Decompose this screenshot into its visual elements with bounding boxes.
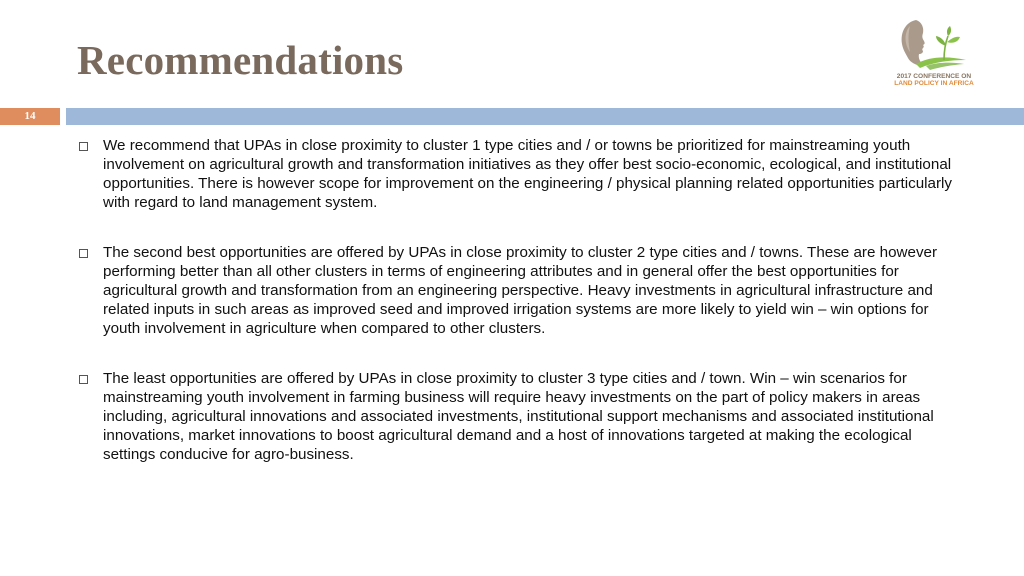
bullet-item <box>76 369 966 464</box>
header-bar <box>66 108 1024 125</box>
square-bullet-icon <box>79 249 88 258</box>
logo-text-conference: 2017 CONFERENCE ON <box>896 73 972 80</box>
woman-profile-with-seedling-icon <box>886 16 982 72</box>
bullet-text: The least opportunities are offered by UPAs in close proximity to cluster 3 type cities and / town. Win – win scenarios for mainstreaming youth involvement in farming business will require heavy investments on the part of policy makers in areas including, agricultural innovations and associated investments, institutional support mechanisms and associated institutional innovations, market innovations to boost agricultural demand and a host of innovations targeted at making the ecological settings conducive for agro-business. <box>103 370 934 463</box>
square-bullet-icon <box>79 142 88 151</box>
slide-title: Recommendations <box>77 37 404 83</box>
bullet-item <box>76 136 966 212</box>
bullet-text: The second best opportunities are offered by UPAs in close proximity to cluster 2 type cities and / towns. These are however performing better than all other clusters in terms of engineering attributes and in general offer the best opportunities for agricultural growth and transformation from an engineering perspective. Heavy investments in agricultural infrastructure and related inputs in such areas as improved seed and improved irrigation systems are more likely to yield win – win options for youth involvement in agriculture when compared to other clusters. <box>103 244 938 337</box>
logo-text-subtitle: LAND POLICY IN AFRICA <box>894 80 974 87</box>
bullet-list <box>76 136 966 495</box>
bullet-item <box>76 243 966 338</box>
conference-logo <box>886 16 982 90</box>
square-bullet-icon <box>79 375 88 384</box>
bullet-text: We recommend that UPAs in close proximity to cluster 1 type cities and / or towns be prioritized for mainstreaming youth involvement on agricultural growth and transformation initiatives as they offer best socio-economic, ecological, and institutional opportunities. There is however scope for improvement on the engineering / physical planning related opportunities particularly with regard to land management system. <box>103 137 953 211</box>
page-number-badge: 14 <box>0 108 60 125</box>
